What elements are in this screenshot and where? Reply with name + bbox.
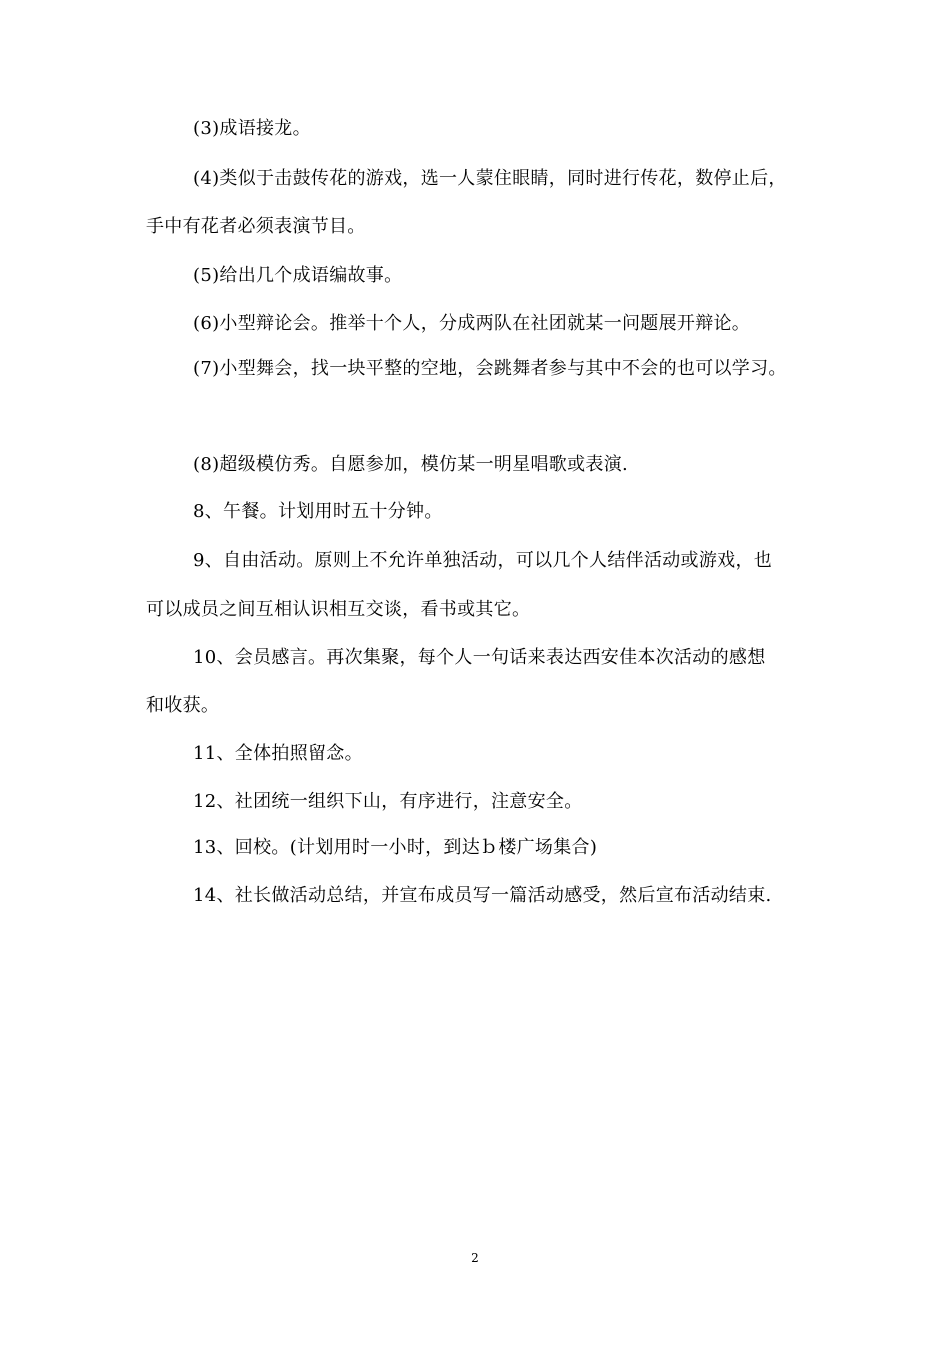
- text-line: (8)超级模仿秀。自愿参加，模仿某一明星唱歌或表演.: [193, 454, 629, 475]
- text-line: 11、全体拍照留念。: [193, 743, 363, 764]
- text-line: 13、回校。(计划用时一小时，到达ｂ楼广场集合): [193, 837, 598, 858]
- text-line: (7)小型舞会，找一块平整的空地，会跳舞者参与其中不会的也可以学习。: [193, 358, 787, 379]
- text-line: 和收获。: [146, 695, 220, 716]
- text-line: 9、自由活动。原则上不允许单独活动，可以几个人结伴活动或游戏，也: [193, 550, 773, 571]
- text-line: 手中有花者必须表演节目。: [146, 216, 366, 237]
- page-number: 2: [471, 1251, 479, 1265]
- text-line: 14、社长做活动总结，并宣布成员写一篇活动感受，然后宣布活动结束.: [193, 885, 772, 906]
- text-line: 可以成员之间互相认识相互交谈，看书或其它。: [146, 599, 531, 620]
- text-line: (6)小型辩论会。推举十个人，分成两队在社团就某一问题展开辩论。: [193, 313, 751, 334]
- text-line: 12、社团统一组织下山，有序进行，注意安全。: [193, 791, 583, 812]
- text-line: 8、午餐。计划用时五十分钟。: [193, 501, 443, 522]
- text-line: (3)成语接龙。: [193, 118, 311, 139]
- text-line: 10、会员感言。再次集聚，每个人一句话来表达西安佳本次活动的感想: [193, 647, 766, 668]
- text-line: (4)类似于击鼓传花的游戏，选一人蒙住眼睛，同时进行传花，数停止后，: [193, 168, 787, 189]
- text-line: (5)给出几个成语编故事。: [193, 265, 403, 286]
